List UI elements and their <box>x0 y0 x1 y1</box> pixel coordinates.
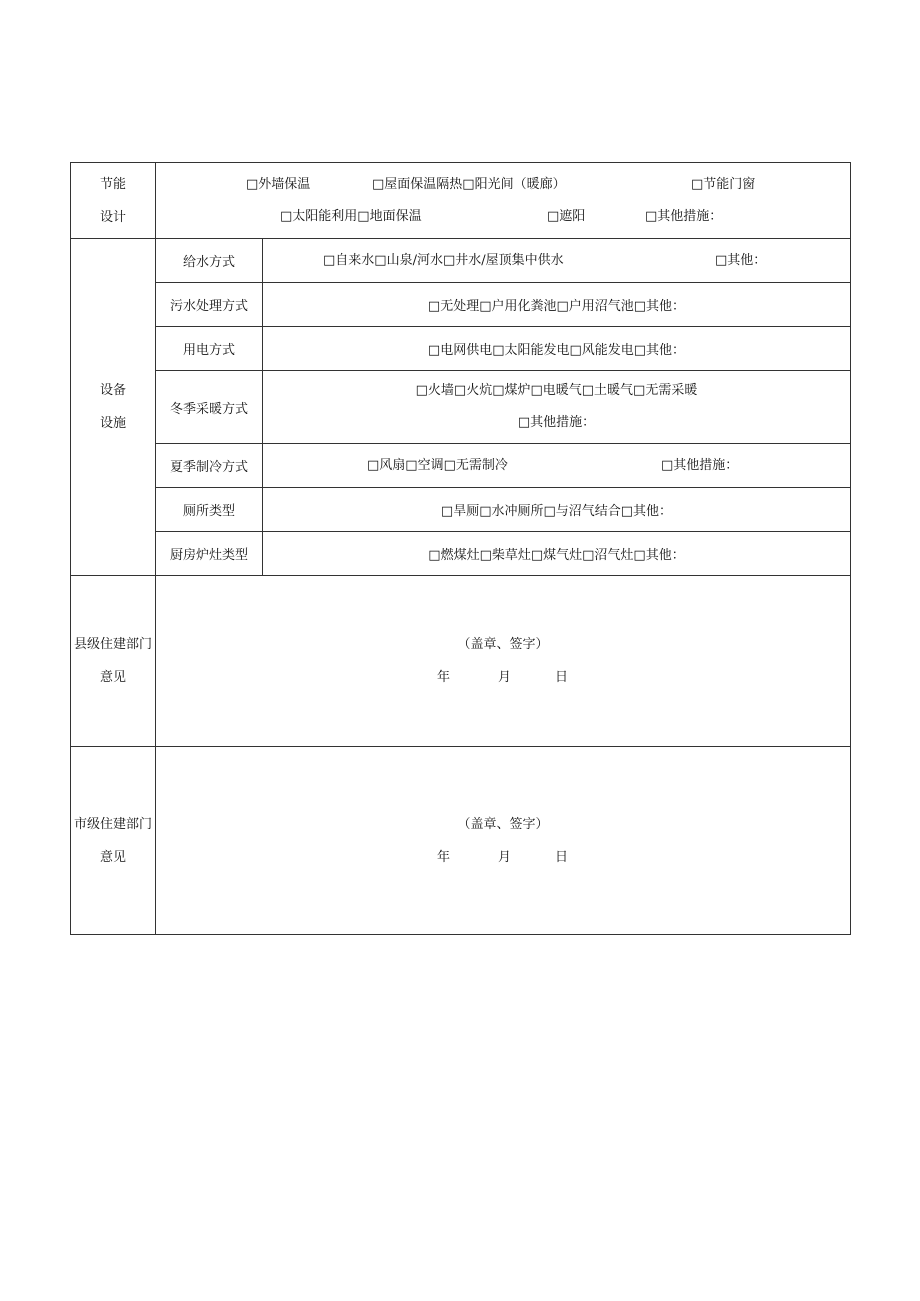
facilities-label-line2: 设施 <box>99 416 126 431</box>
summer-cooling-options-line <box>263 450 850 482</box>
energy-design-options-line1 <box>156 169 850 201</box>
county-opinion-label-line2: 意见 <box>99 670 126 685</box>
winter-heating-options <box>263 371 851 444</box>
city-year: 年 <box>437 849 451 865</box>
electricity-label: 用电方式 <box>156 327 263 371</box>
summer-cooling-options <box>263 444 851 488</box>
checkbox-water-supply-other[interactable]: □其他： <box>715 252 767 268</box>
water-supply-label: 给水方式 <box>156 239 263 283</box>
winter-heating-options-line1[interactable]: □火墙□火炕□煤炉□电暖气□土暖气□无需采暖 <box>415 383 698 398</box>
summer-cooling-label: 夏季制冷方式 <box>156 444 263 488</box>
city-opinion-label <box>71 747 156 935</box>
energy-design-label-line2: 设计 <box>99 209 126 225</box>
city-month: 月 <box>498 849 512 865</box>
city-seal-signature: （盖章、签字） <box>457 816 549 832</box>
sewage-label: 污水处理方式 <box>156 283 263 327</box>
winter-heating-label: 冬季采暖方式 <box>156 371 263 444</box>
stove-options[interactable]: □燃煤灶□柴草灶□煤气灶□沼气灶□其他： <box>263 532 851 576</box>
toilet-label: 厕所类型 <box>156 488 263 532</box>
city-date-line <box>156 841 850 874</box>
checkbox-cooling-other[interactable]: □其他措施： <box>661 457 739 473</box>
energy-design-label-line1: 节能 <box>99 176 126 192</box>
toilet-row <box>71 488 851 532</box>
checkbox-solar-floor-insulation[interactable]: □太阳能利用□地面保温 <box>280 208 422 224</box>
energy-design-options-line2 <box>156 201 850 233</box>
county-month: 月 <box>498 670 512 685</box>
checkbox-energy-saving-windows[interactable]: □节能门窗 <box>691 176 756 192</box>
county-seal-signature: （盖章、签字） <box>457 637 549 652</box>
county-date-line <box>156 661 850 694</box>
summer-cooling-row <box>71 444 851 488</box>
checkbox-exterior-wall-insulation[interactable]: □外墙保温 <box>246 176 311 192</box>
city-opinion-area[interactable] <box>156 747 851 935</box>
electricity-row <box>71 327 851 371</box>
toilet-options[interactable]: □旱厕□水冲厕所□与沼气结合□其他： <box>263 488 851 532</box>
city-opinion-row <box>71 747 851 935</box>
city-day: 日 <box>555 849 569 865</box>
city-opinion-label-line2: 意见 <box>99 849 126 865</box>
winter-heating-options-line2[interactable]: □其他措施： <box>517 415 596 430</box>
electricity-options[interactable]: □电网供电□太阳能发电□风能发电□其他： <box>263 327 851 371</box>
county-year: 年 <box>437 670 451 685</box>
water-supply-row <box>71 239 851 283</box>
checkbox-other-energy-measures[interactable]: □其他措施： <box>645 208 723 224</box>
county-day: 日 <box>555 670 569 685</box>
city-opinion-label-line1: 市级住建部门 <box>73 816 152 832</box>
checkbox-water-supply-sources[interactable]: □自来水□山泉/河水□井水/屋顶集中供水 <box>323 252 564 268</box>
winter-heating-row <box>71 371 851 444</box>
energy-design-label <box>71 163 156 239</box>
county-opinion-row <box>71 576 851 747</box>
application-form-table <box>70 162 851 935</box>
energy-design-row <box>71 163 851 239</box>
stove-row <box>71 532 851 576</box>
stove-label: 厨房炉灶类型 <box>156 532 263 576</box>
county-opinion-label <box>71 576 156 747</box>
checkbox-roof-insulation-sunroom[interactable]: □屋面保温隔热□阳光间（暖廊） <box>372 176 566 192</box>
water-supply-options <box>263 239 851 283</box>
checkbox-shading[interactable]: □遮阳 <box>547 208 586 224</box>
sewage-options[interactable]: □无处理□户用化粪池□户用沼气池□其他： <box>263 283 851 327</box>
facilities-label <box>71 239 156 576</box>
county-opinion-area[interactable] <box>156 576 851 747</box>
energy-design-options <box>156 163 851 239</box>
county-opinion-label-line1: 县级住建部门 <box>73 637 152 652</box>
facilities-label-line1: 设备 <box>99 383 126 398</box>
sewage-row <box>71 283 851 327</box>
water-supply-options-line <box>263 245 850 277</box>
checkbox-cooling-methods[interactable]: □风扇□空调□无需制冷 <box>367 457 508 473</box>
